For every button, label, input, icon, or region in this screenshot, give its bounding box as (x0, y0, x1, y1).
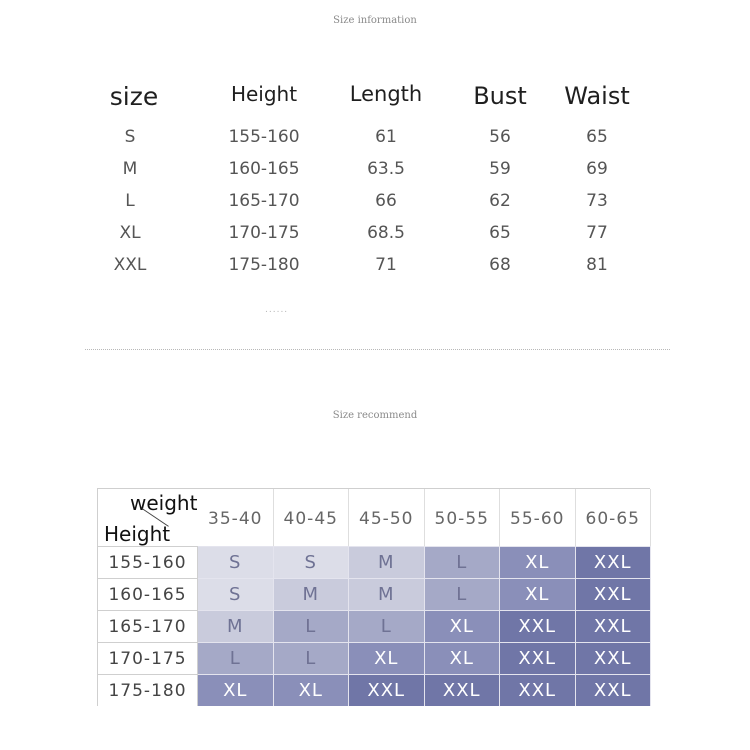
section-divider (85, 349, 670, 350)
grid-corner-header (98, 489, 199, 546)
size-cell: M (198, 610, 274, 642)
table-cell: 81 (586, 255, 608, 275)
size-cell: S (274, 546, 350, 578)
size-cell: L (198, 642, 274, 674)
table-cell: 65 (586, 127, 608, 147)
table-cell: 175-180 (228, 255, 300, 275)
size-recommend-grid (97, 488, 650, 706)
size-cell: S (198, 578, 274, 610)
size-cell: L (425, 578, 501, 610)
table-cell: 59 (489, 159, 511, 179)
size-cell: XXL (349, 674, 425, 706)
column-header-0: size (109, 82, 159, 111)
height-range-label: 165-170 (98, 610, 198, 642)
height-axis-label: Height (104, 522, 171, 546)
table-cell: XL (119, 223, 141, 243)
table-cell: 170-175 (228, 223, 300, 243)
size-cell: XXL (576, 674, 652, 706)
weight-axis-label: weight (130, 491, 198, 515)
table-cell: XXL (113, 255, 147, 275)
size-cell: XXL (425, 674, 501, 706)
table-cell: 71 (375, 255, 397, 275)
size-cell: XL (274, 674, 350, 706)
size-cell: XL (500, 546, 576, 578)
weight-range-header: 40-45 (274, 489, 350, 546)
size-cell: L (349, 610, 425, 642)
table-cell: 165-170 (228, 191, 300, 211)
table-cell: 68.5 (367, 223, 405, 243)
size-cell: M (349, 578, 425, 610)
size-cell: XXL (500, 610, 576, 642)
size-cell: XL (349, 642, 425, 674)
size-cell: XXL (576, 578, 652, 610)
column-header-3: Bust (473, 82, 527, 110)
size-cell: M (274, 578, 350, 610)
table-cell: 77 (586, 223, 608, 243)
table-cell: 61 (375, 127, 397, 147)
size-cell: XL (500, 578, 576, 610)
table-cell: 56 (489, 127, 511, 147)
weight-range-header: 55-60 (500, 489, 576, 546)
height-range-label: 160-165 (98, 578, 198, 610)
weight-range-header: 60-65 (576, 489, 652, 546)
size-cell: L (274, 610, 350, 642)
table-cell: 160-165 (228, 159, 300, 179)
table-cell: 65 (489, 223, 511, 243)
column-header-4: Waist (564, 82, 630, 110)
size-cell: XL (425, 642, 501, 674)
size-information-table (0, 0, 750, 300)
column-header-2: Length (349, 82, 423, 106)
table-cell: 66 (375, 191, 397, 211)
size-cell: XXL (576, 546, 652, 578)
table-cell: 73 (586, 191, 608, 211)
table-cell: 68 (489, 255, 511, 275)
table-cell: M (122, 159, 138, 179)
weight-range-header: 50-55 (425, 489, 501, 546)
size-information-title: Size information (333, 15, 417, 26)
weight-range-header: 45-50 (349, 489, 425, 546)
weight-range-header: 35-40 (198, 489, 274, 546)
size-cell: XL (425, 610, 501, 642)
decorative-dots: ...... (265, 305, 289, 315)
size-cell: S (198, 546, 274, 578)
size-cell: XXL (500, 642, 576, 674)
size-cell: XXL (500, 674, 576, 706)
size-recommend-title: Size recommend (332, 410, 418, 421)
table-cell: 62 (489, 191, 511, 211)
height-range-label: 175-180 (98, 674, 198, 706)
height-range-label: 170-175 (98, 642, 198, 674)
table-cell: 69 (586, 159, 608, 179)
table-cell: S (124, 127, 136, 147)
table-cell: 155-160 (228, 127, 300, 147)
height-range-label: 155-160 (98, 546, 198, 578)
size-cell: M (349, 546, 425, 578)
column-header-1: Height (230, 82, 298, 106)
size-cell: L (425, 546, 501, 578)
table-cell: 63.5 (367, 159, 405, 179)
size-cell: XL (198, 674, 274, 706)
size-cell: L (274, 642, 350, 674)
size-cell: XXL (576, 642, 652, 674)
table-cell: L (125, 191, 135, 211)
size-cell: XXL (576, 610, 652, 642)
